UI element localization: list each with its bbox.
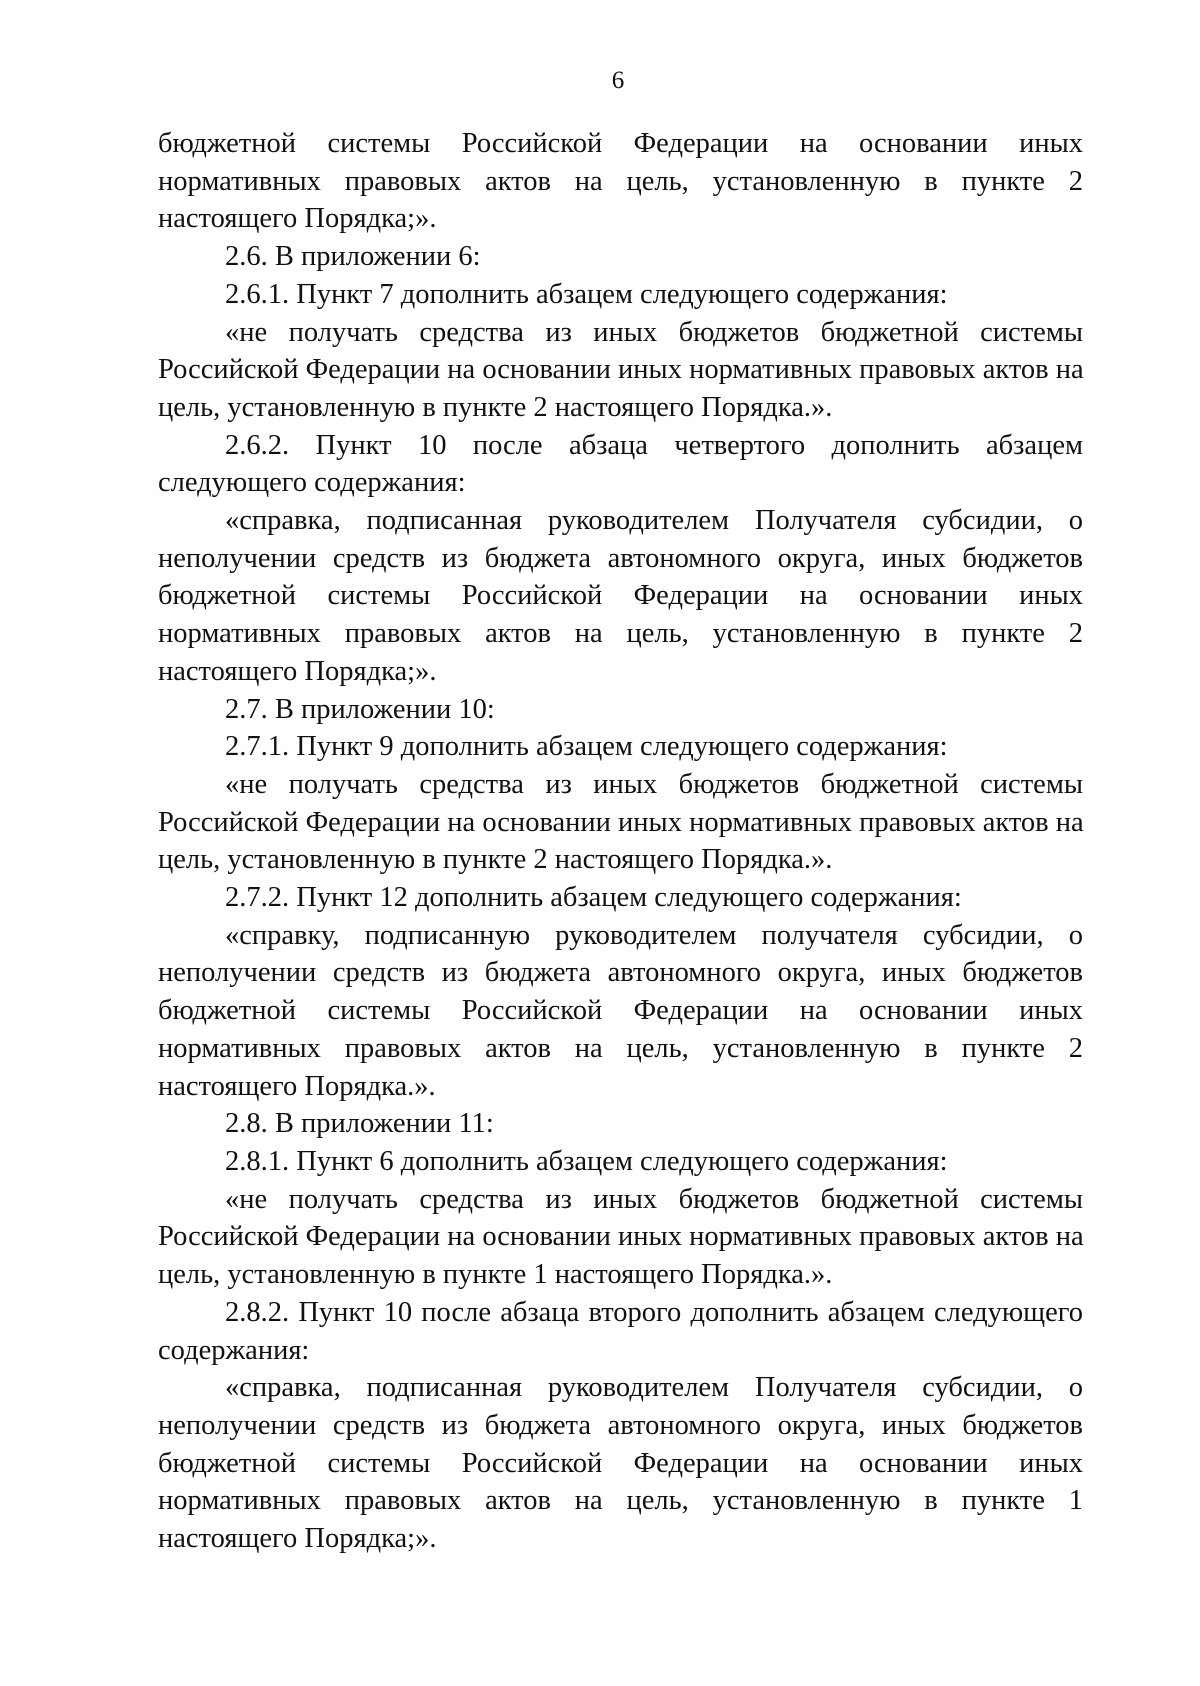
text-line: неполучении средств из бюджета автономного округа, иных бюджетов — [158, 957, 1083, 989]
text-line: 2.8.1. Пункт 6 дополнить абзацем следующего содержания: — [225, 1145, 948, 1177]
text-line: Российской Федерации на основании иных нормативных правовых актов на — [158, 354, 1084, 386]
text-line: настоящего Порядка;». — [158, 203, 437, 235]
text-line: 2.6. В приложении 6: — [225, 241, 481, 273]
text-line: настоящего Порядка;». — [158, 1523, 437, 1555]
text-line: бюджетной системы Российской Федерации на основании иных — [158, 995, 1083, 1027]
text-line: 2.7. В приложении 10: — [225, 693, 495, 725]
text-line: цель, установленную в пункте 2 настоящего Порядка.». — [158, 391, 833, 423]
text-line: бюджетной системы Российской Федерации на основании иных — [158, 128, 1083, 159]
page-number: 6 — [611, 67, 625, 94]
document-body — [158, 125, 1083, 1558]
text-line: настоящего Порядка;». — [158, 655, 437, 687]
text-line: Российской Федерации на основании иных нормативных правовых актов на — [158, 1221, 1084, 1253]
text-line: нормативных правовых актов на цель, установленную в пункте 2 — [158, 1032, 1083, 1064]
text-line: 2.6.1. Пункт 7 дополнить абзацем следующего содержания: — [225, 278, 948, 310]
text-line: цель, установленную в пункте 2 настоящего Порядка.». — [158, 844, 833, 876]
text-line: 2.7.2. Пункт 12 дополнить абзацем следующего содержания: — [225, 882, 962, 914]
text-line: «не получать средства из иных бюджетов бюджетной системы — [225, 316, 1083, 348]
text-line: цель, установленную в пункте 1 настоящего Порядка.». — [158, 1259, 833, 1291]
text-line: 2.8.2. Пункт 10 после абзаца второго дополнить абзацем следующего — [225, 1296, 1083, 1328]
text-line: неполучении средств из бюджета автономного округа, иных бюджетов — [158, 1409, 1083, 1441]
text-line: «не получать средства из иных бюджетов бюджетной системы — [225, 1183, 1083, 1215]
text-line: 2.6.2. Пункт 10 после абзаца четвертого дополнить абзацем — [225, 429, 1083, 461]
text-line: 2.7.1. Пункт 9 дополнить абзацем следующего содержания: — [225, 731, 948, 763]
text-line: бюджетной системы Российской Федерации на основании иных — [158, 1447, 1083, 1479]
text-line: неполучении средств из бюджета автономного округа, иных бюджетов — [158, 542, 1083, 574]
text-line: нормативных правовых актов на цель, установленную в пункте 2 — [158, 165, 1083, 197]
text-line: Российской Федерации на основании иных нормативных правовых актов на — [158, 806, 1084, 838]
text-line: следующего содержания: — [158, 467, 466, 499]
text-line: «справка, подписанная руководителем Получателя субсидии, о — [225, 1372, 1083, 1404]
text-line: настоящего Порядка.». — [158, 1070, 436, 1102]
text-line: бюджетной системы Российской Федерации на основании иных — [158, 580, 1083, 612]
text-line: «справку, подписанную руководителем получателя субсидии, о — [225, 919, 1083, 951]
text-line: нормативных правовых актов на цель, установленную в пункте 1 — [158, 1485, 1083, 1517]
text-line: нормативных правовых актов на цель, установленную в пункте 2 — [158, 618, 1083, 650]
text-line: содержания: — [158, 1334, 310, 1366]
text-line: «не получать средства из иных бюджетов бюджетной системы — [225, 768, 1083, 800]
text-line: «справка, подписанная руководителем Получателя субсидии, о — [225, 505, 1083, 537]
text-line: 2.8. В приложении 11: — [225, 1108, 494, 1140]
